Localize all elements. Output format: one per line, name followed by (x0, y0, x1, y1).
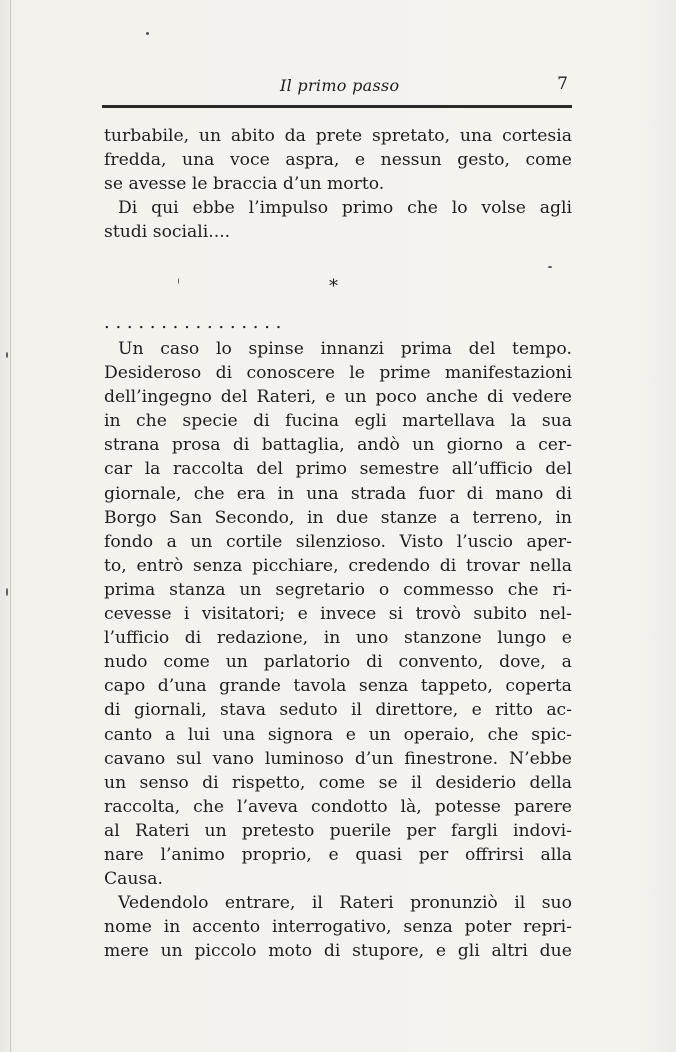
paper-speck (6, 588, 8, 596)
text-line: un senso di rispetto, come se il desiderio della (104, 772, 572, 793)
text-line: capo d’una grande tavola senza tappeto, coperta (104, 676, 572, 697)
text-line: Desideroso di conoscere le prime manifestazioni (104, 363, 572, 384)
section-asterisk: * (329, 276, 338, 297)
text-line: Di qui ebbe l’impulso primo che lo volse agli (118, 198, 572, 218)
text-line: Borgo San Secondo, in due stanze a terreno, in (104, 507, 572, 528)
paragraph-4 (104, 891, 572, 963)
text-line: mere un piccolo moto di stupore, e gli altri due (104, 941, 572, 962)
text-line: strana prosa di battaglia, andò un giorno a cer- (104, 435, 572, 456)
text-line: cavano sul vano luminoso d’un finestrone. N’ebbe (104, 748, 572, 769)
paper-speck (146, 32, 149, 35)
text-line: fredda, una voce aspra, e nessun gesto, come (104, 150, 572, 171)
paper-speck (178, 278, 179, 284)
text-line: to, entrò senza picchiare, credendo di trovar nella (104, 555, 572, 576)
text-line: Vedendolo entrare, il Rateri pronunziò il suo (118, 893, 572, 913)
running-title: Il primo passo (280, 76, 400, 95)
text-line: in che specie di fucina egli martellava la sua (104, 411, 572, 432)
text-line: canto a lui una signora e un operaio, che spic- (104, 724, 572, 745)
text-line: giornale, che era in una strada fuor di mano di (104, 483, 572, 504)
paper-speck (6, 352, 8, 358)
text-line: studi sociali.... (104, 222, 231, 243)
text-line: Causa. (104, 869, 163, 890)
paper-speck (548, 266, 552, 268)
text-line: car la raccolta del primo semestre all’ufficio del (104, 459, 572, 480)
text-line: nudo come un parlatorio di convento, dove, a (104, 652, 572, 673)
text-line: raccolta, che l’aveva condotto là, potesse parere (104, 796, 572, 817)
text-line: dell’ingegno del Rateri, e un poco anche di vedere (104, 387, 572, 408)
text-line: se avesse le braccia d’un morto. (104, 174, 385, 195)
text-line: al Rateri un pretesto puerile per fargli indovi- (104, 820, 572, 841)
text-line: Un caso lo spinse innanzi prima del tempo. (118, 339, 572, 359)
text-line: fondo a un cortile silenzioso. Visto l’uscio aper- (104, 531, 572, 552)
text-line: turbabile, un abito da prete spretato, una cortesia (104, 126, 572, 146)
text-line: cevesse i visitatori; e invece si trovò subito nel- (104, 604, 572, 625)
text-line: nome in accento interrogativo, senza poter repri- (104, 917, 572, 938)
header-rule (102, 105, 572, 108)
text-line: nare l’animo proprio, e quasi per offrirsi alla (104, 844, 572, 865)
paragraph-3 (104, 337, 572, 891)
ellipsis-dots-row: . . . . . . . . . . . . . . . . (104, 312, 282, 333)
text-line: di giornali, stava seduto il direttore, e ritto ac- (104, 700, 572, 721)
page-number: 7 (557, 74, 568, 94)
paragraph-2 (104, 196, 572, 244)
text-line: prima stanza un segretario o commesso che ri- (104, 579, 572, 600)
page-header (102, 76, 572, 100)
text-line: l’ufficio di redazione, in uno stanzone lungo e (104, 628, 572, 649)
page-fold-line (10, 0, 11, 1052)
paragraph-1 (104, 124, 572, 196)
